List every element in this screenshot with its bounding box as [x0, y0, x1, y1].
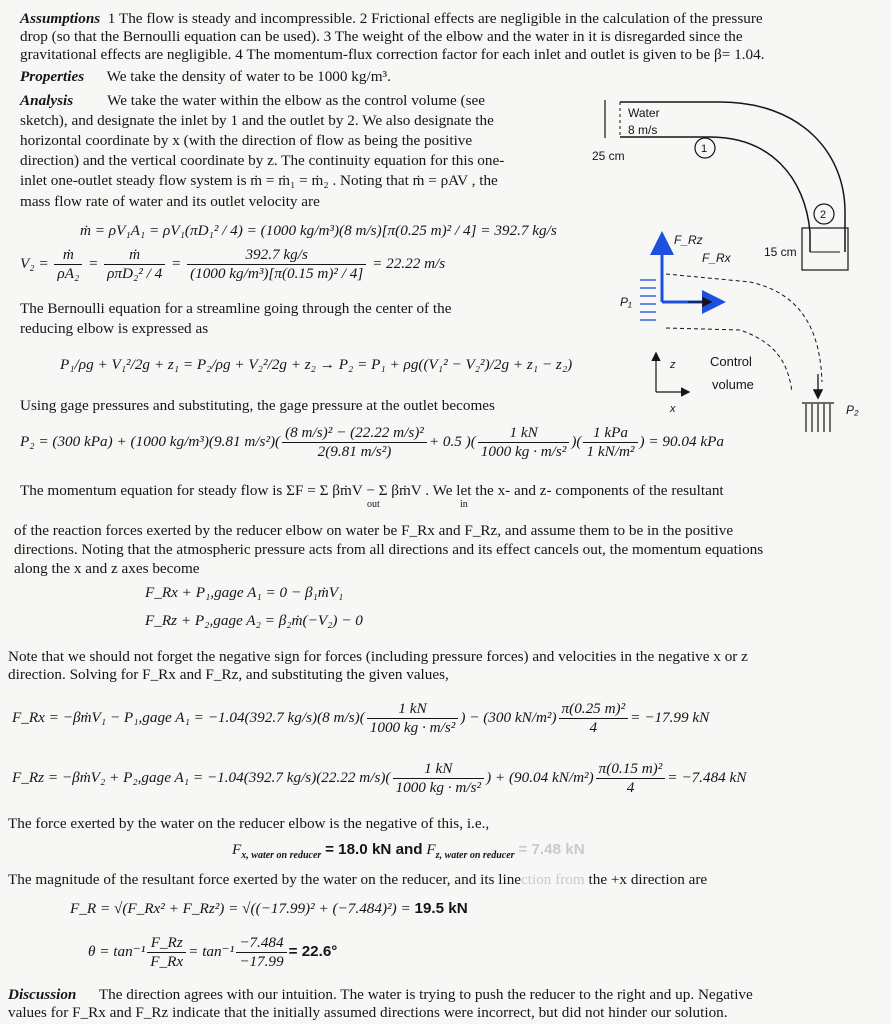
frx-fraction-1: $\frac{1 kN}{\text{1000 kg · m/s²}}$: [367, 700, 459, 737]
properties-text: We take the density of water to be 1000 kg/m³.: [106, 68, 391, 85]
mass-flow-equation: ṁ = ρV₁A₁ = ρV₁(πD₁² / 4) = (1000 kg/m³)(8 m/s)[π(0.25 m)² / 4] = 392.7 kg/s: [80, 222, 557, 239]
momentum-x-equation: F_Rx + P₁,gage A₁ = 0 − β₁ṁV₁: [145, 584, 344, 601]
resultant-equation: F_R = √(F_Rx² + F_Rz²) = √((−17.99)² + (−7.484)²) = 19.5 kN: [70, 900, 468, 917]
resultant-value: 19.5 kN: [414, 900, 468, 917]
p2-fraction-2: $\frac{1 kN}{\text{1000 kg · m/s²}}$: [478, 424, 570, 461]
force-intro: The force exerted by the water on the reducer elbow is the negative of this, i.e.,: [8, 815, 490, 832]
frz-fraction-1: $\frac{1 kN}{\text{1000 kg · m/s²}}$: [393, 760, 485, 797]
bernoulli-equation: P₁/ρg + V₁²/2g + z₁ = P₂/ρg + V₂²/2g + z₂ → P₂ = P₁ + ρg((V₁² − V₂²)/2g + z₁ − z₂): [60, 356, 573, 373]
force-on-reducer: $F_{x, water on reducer} = 18.0$ kN and $F_{z, water on reducer} = 7.48$ kN: [232, 841, 585, 862]
gage-pressure-intro: Using gage pressures and substituting, the gage pressure at the outlet becomes: [20, 397, 495, 414]
velocity-label: 8 m/s: [628, 123, 658, 137]
analysis-line5: inlet one-outlet steady flow system is ṁ = ṁ₁ = ṁ₂ . Noting that ṁ = ρAV , the: [20, 172, 498, 189]
assumptions-line1: 1 The flow is steady and incompressible. 2 Frictional effects are negligible in the calculation of the pressure: [107, 10, 763, 27]
water-label: Water: [628, 106, 660, 120]
frz-equation: F_Rz = −βṁV₂ + P₂,gage A₁ = −1.04(392.7 kg/s)(22.22 m/s)( $\frac{1 kN}{\text{1000 kg · m/s²}}$ ) + (90.04 kN/m²) $\frac{\text{π(0.15 m)²}}{4}$ = −7.484 kN: [12, 760, 747, 796]
p2-pressure-arrows: [802, 403, 834, 432]
analysis-line1: We take the water within the elbow as the control volume (see: [107, 92, 485, 109]
v2-lhs: V₂ =: [20, 254, 49, 272]
assumptions-line3: gravitational effects are negligible. 4 The momentum-flux correction factor for each inlet and outlet is given to be β= 1.04.: [20, 46, 765, 63]
reaction-line1: of the reaction forces exerted by the reducer elbow on water be F_Rx and F_Rz, and assume them to be in the positive: [14, 522, 734, 539]
frx-label: F_Rx: [702, 251, 731, 265]
momentum-intro: The momentum equation for steady flow is ΣF = Σ βṁV − Σ βṁV . We let the x- and z- components of the resultant: [20, 482, 724, 499]
station-2-label: 2: [820, 209, 827, 221]
analysis-line4: direction) and the vertical coordinate by z. The continuity equation for this one-: [20, 152, 505, 169]
p2-equation: P₂ = (300 kPa) + (1000 kg/m³)(9.81 m/s²)( $\frac{\text{(8 m/s)² − (22.22 m/s)²}}{\text{2(9.81 m/s²)}}$ + 0.5 )( $\frac{1 kN}{\text{1000 kg · m/s²}}$ )( $\frac{\text{1 kPa}}{\text{1 kN/m²}}$ ) = 90.04 kPa: [20, 424, 724, 460]
outlet-section: [802, 228, 848, 270]
bernoulli-intro-line1: The Bernoulli equation for a streamline going through the center of the: [20, 300, 452, 317]
p1-pressure-arrows: [640, 280, 656, 320]
frz-fraction-2: $\frac{\text{π(0.15 m)²}}{4}$: [596, 760, 666, 797]
v2-fraction-1: $\frac{\text{ṁ}}{\text{ρA₂}}$: [54, 246, 82, 283]
theta-fraction-2: $\frac{-7.484}{-17.99}$: [236, 934, 286, 971]
analysis-line3: horizontal coordinate by x (with the direction of flow as being the positive: [20, 132, 473, 149]
analysis-line2: sketch), and designate the inlet by 1 and the outlet by 2. We also designate the: [20, 112, 494, 129]
analysis-label: Analysis: [20, 92, 74, 109]
reaction-line3: along the x and z axes become: [14, 560, 200, 577]
note-line2: direction. Solving for F_Rx and F_Rz, and substituting the given values,: [8, 666, 449, 683]
discussion-line2: values for F_Rx and F_Rz indicate that the initially assumed directions were incorrect, but did not hinder our solution.: [8, 1004, 728, 1021]
bernoulli-intro-line2: reducing elbow is expressed as: [20, 320, 209, 337]
inlet-diameter-label: 25 cm: [592, 149, 625, 163]
z-axis-label: z: [670, 359, 676, 371]
p2-fraction-1: $\frac{\text{(8 m/s)² − (22.22 m/s)²}}{\text{2(9.81 m/s²)}}$: [282, 424, 427, 461]
v2-fraction-2: $\frac{\text{ṁ}}{\text{ρπD₂² / 4}}$: [104, 246, 165, 283]
theta-fraction-1: $\frac{F\_Rz}{F\_Rx}$: [147, 934, 186, 971]
momentum-z-equation: F_Rz + P₂,gage A₂ = β₂ṁ(−V₂) − 0: [145, 612, 363, 629]
theta-equation: θ = tan⁻¹ $\frac{F\_Rz}{F\_Rx}$ = tan⁻¹ $\frac{-7.484}{-17.99}$ = 22.6°: [88, 934, 338, 970]
assumptions-line2: drop (so that the Bernoulli equation can be used). 3 The weight of the elbow and the water in it is disregarded since the: [20, 28, 743, 45]
properties-label: Properties: [20, 68, 85, 85]
v2-equation: V₂ = $\frac{\text{ṁ}}{\text{ρA₂}}$ = $\frac{\text{ṁ}}{\text{ρπD₂² / 4}}$ = $\frac{392.7 kg/s}{\text{(1000 kg/m³)[π(0.15 m)² / 4]}}$ = 22.22 m/s: [20, 246, 446, 282]
station-1-label: 1: [701, 143, 708, 155]
magnitude-intro: The magnitude of the resultant force exerted by the water on the reducer, and its linection from the +x direction are: [8, 871, 708, 888]
control-volume-label-line2: volume: [712, 377, 754, 392]
assumptions-label: Assumptions: [20, 10, 101, 27]
frx-equation: F_Rx = −βṁV₁ − P₁,gage A₁ = −1.04(392.7 kg/s)(8 m/s)( $\frac{1 kN}{\text{1000 kg · m/s²}}$ ) − (300 kN/m²) $\frac{\text{π(0.25 m)²}}{4}$ = −17.99 kN: [12, 700, 710, 736]
analysis-paragraph: [20, 92, 485, 110]
frx-fraction-2: $\frac{\text{π(0.25 m)²}}{4}$: [559, 700, 629, 737]
outlet-diameter-label: 15 cm: [764, 245, 797, 259]
analysis-line6: mass flow rate of water and its outlet velocity are: [20, 193, 320, 210]
sum-in-label: in: [460, 499, 468, 510]
note-line1: Note that we should not forget the negative sign for forces (including pressure forces) and velocities in the negative x or z: [8, 648, 748, 665]
v2-result: = 22.22 m/s: [372, 254, 446, 272]
sum-out-label: out: [367, 499, 380, 510]
p1-label: P₁: [620, 295, 632, 309]
elbow-inner-wall: [620, 137, 810, 252]
frz-label: F_Rz: [674, 233, 703, 247]
p2-label: P₂: [846, 403, 859, 417]
discussion-label: Discussion: [8, 986, 77, 1003]
fz-value: = 7.48 kN: [518, 841, 585, 858]
fx-value: = 18.0 kN and: [325, 841, 423, 858]
reaction-line2: directions. Noting that the atmospheric pressure acts from all directions and its effect cancels out, the momentum equations: [14, 541, 764, 558]
p2-fraction-3: $\frac{\text{1 kPa}}{\text{1 kN/m²}}$: [583, 424, 637, 461]
theta-value: = 22.6°: [288, 942, 338, 960]
discussion-paragraph: Discussion The direction agrees with our intuition. The water is trying to push the reducer to the right and up. Negative: [8, 986, 753, 1003]
control-volume-label-line1: Control: [710, 354, 752, 369]
properties-paragraph: [20, 68, 391, 86]
v2-fraction-3: $\frac{392.7 kg/s}{\text{(1000 kg/m³)[π(0.15 m)² / 4]}}$: [187, 246, 366, 283]
assumptions-paragraph: [20, 10, 763, 28]
reducer-elbow-figure: [570, 92, 886, 440]
x-axis-label: x: [670, 403, 676, 415]
